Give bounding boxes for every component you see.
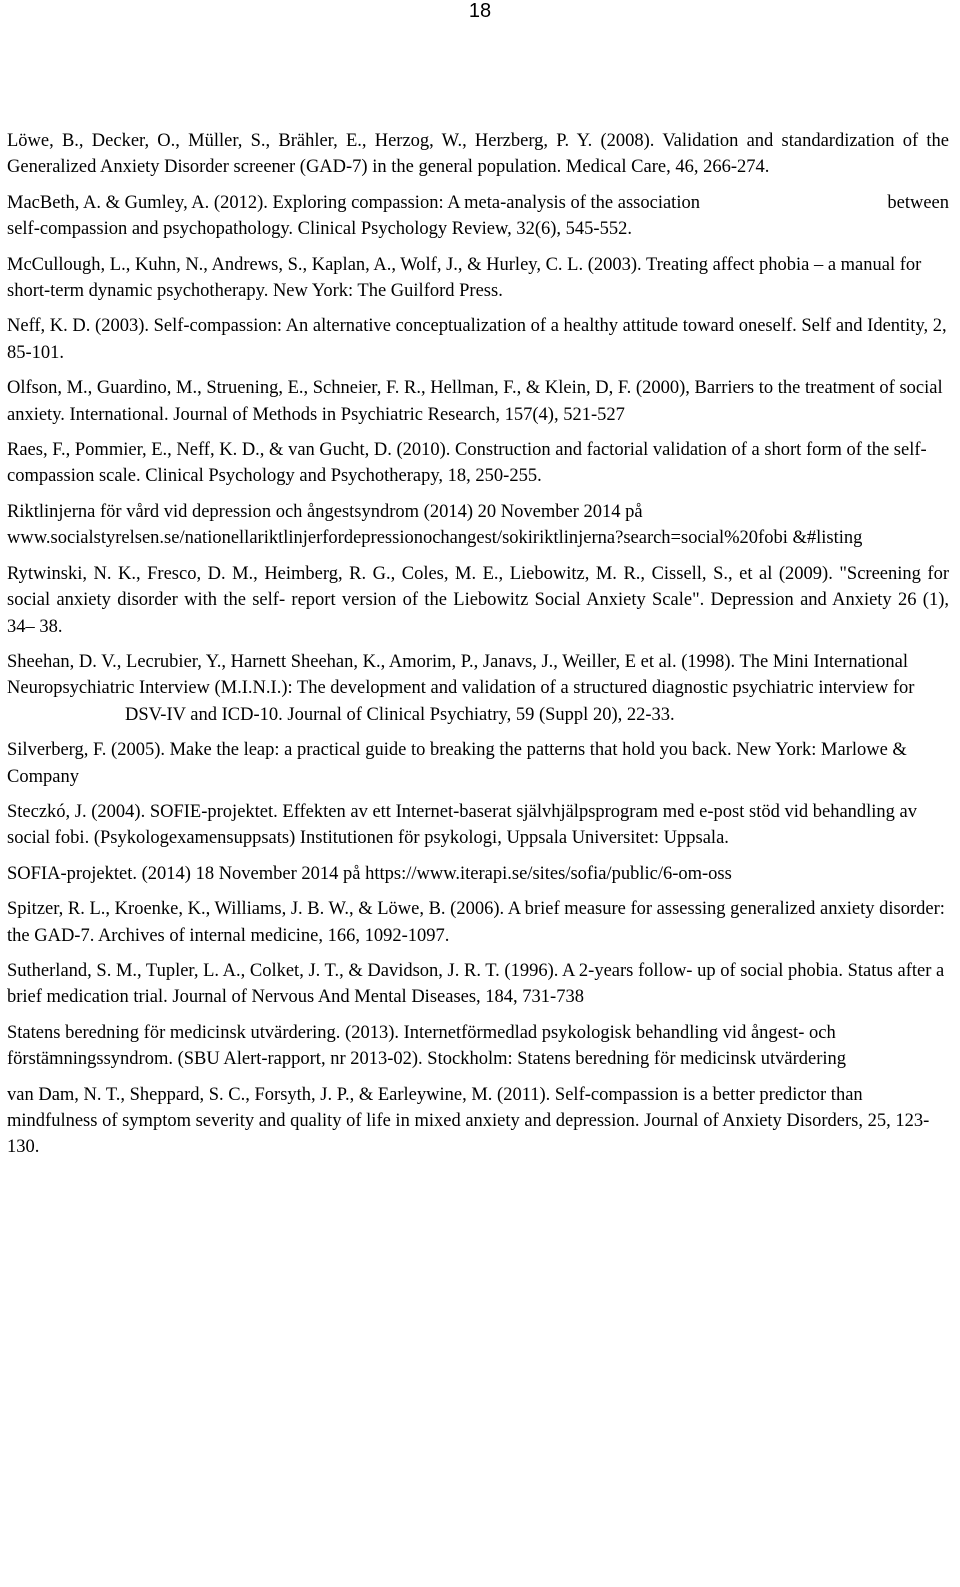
reference-entry-spitzer-2006: Spitzer, R. L., Kroenke, K., Williams, J. B. W., & Löwe, B. (2006). A brief measure for assessing generalized anxiety disorder: the GAD-7. Archives of internal medicine, 166, 1092-1097.: [7, 899, 945, 946]
reference-sheehan-part2: DSV-IV and ICD-10. Journal of Clinical Psychiatry, 59 (Suppl 20), 22-33.: [125, 704, 675, 725]
reference-entry-olfson-2000: Olfson, M., Guardino, M., Struening, E., Schneier, F. R., Hellman, F., & Klein, D, F. (2000), Barriers to the treatment of social anxiety. International. Journal of Methods in Psychiatric Research, 157(4), 521-527: [7, 378, 943, 425]
reference-entry-mccullough-2003: McCullough, L., Kuhn, N., Andrews, S., Kaplan, A., Wolf, J., & Hurley, C. L. (2003). Treating affect phobia – a manual for short-term dynamic psychotherapy. New York: The Guilford Press.: [7, 254, 922, 302]
reference-entry-sutherland-1996: Sutherland, S. M., Tupler, L. A., Colket, J. T., & Davidson, J. R. T. (1996). A 2-years follow- up of social phobia. Status after a brief medication trial. Journal of Nervous And Mental Diseases, 184, 731-738: [7, 960, 945, 1008]
reference-entry-rytwinski-2009: Rytwinski, N. K., Fresco, D. M., Heimberg, R. G., Coles, M. E., Liebowitz, M. R., Cissell, S., et al (2009). "Screening for social anxiety disorder with the self- report version of the Liebowitz Social Anxiety Scale". Depression and Anxiety 26 (1), 34– 38.: [7, 563, 949, 637]
reference-entry-raes-2010: Raes, F., Pommier, E., Neff, K. D., & van Gucht, D. (2010). Construction and factorial validation of a short form of the self-compassion scale. Clinical Psychology and Psychotherapy, 18, 250-255.: [7, 440, 927, 487]
reference-entry-riktlinjerna-2014: Riktlinjerna för vård vid depression och ångestsyndrom (2014) 20 November 2014 på www.socialstyrelsen.se/nationellariktlinjerfordepressionochangest/sokiriktlinjerna?search=social%20fobi &#listing: [7, 501, 863, 549]
reference-entry-lowe-2008: Löwe, B., Decker, O., Müller, S., Brähler, E., Herzog, W., Herzberg, P. Y. (2008). Validation and standardization of the Generalized Anxiety Disorder screener (GAD-7) in the general population. Medical Care, 46, 266-274.: [7, 131, 949, 178]
reference-entry-vandam-2011: van Dam, N. T., Sheppard, S. C., Forsyth, J. P., & Earleywine, M. (2011). Self-compassion is a better predictor than mindfulness of symptom severity and quality of life in mixed anxiety and depression. Journal of Anxiety Disorders, 25, 123-130.: [7, 1084, 930, 1158]
reference-entry-sheehan-1998: [7, 649, 949, 728]
reference-sheehan-part1: Sheehan, D. V., Lecrubier, Y., Harnett Sheehan, K., Amorim, P., Janavs, J., Weiller, E et al. (1998). The Mini International Neuropsychiatric Interview (M.I.N.I.): The development and validation of a structured diagnostic psychiatric interview for: [7, 651, 915, 699]
reference-macbeth-line1-end: between: [887, 192, 949, 213]
page-number: 18: [468, 0, 492, 22]
reference-entry-sbu-2013: Statens beredning för medicinsk utvärdering. (2013). Internetförmedlad psykologisk behandling vid ångest- och förstämningssyndrom. (SBU Alert-rapport, nr 2013-02). Stockholm: Statens beredning för medicinsk utvärdering: [7, 1022, 847, 1070]
reference-entry-silverberg-2005: Silverberg, F. (2005). Make the leap: a practical guide to breaking the patterns that hold you back. New York: Marlowe & Company: [7, 740, 907, 787]
reference-entry-sofia-2014: SOFIA-projektet. (2014) 18 November 2014 på https://www.iterapi.se/sites/sofia/public/6-om-oss: [7, 863, 732, 884]
reference-entry-neff-2003: Neff, K. D. (2003). Self-compassion: An alternative conceptualization of a healthy attitude toward oneself. Self and Identity, 2, 85-101.: [7, 316, 947, 363]
reference-entry-steczko-2004: Steczkó, J. (2004). SOFIE-projektet. Effekten av ett Internet-baserat självhjälpsprogram med e-post stöd vid behandling av social fobi. (Psykologexamensuppsats) Institutionen för psykologi, Uppsala Universitet: Uppsala.: [7, 801, 918, 849]
reference-list: [7, 128, 949, 1170]
reference-macbeth-line1: MacBeth, A. & Gumley, A. (2012). Exploring compassion: A meta-analysis of the association: [7, 192, 700, 213]
reference-macbeth-rest: self-compassion and psychopathology. Clinical Psychology Review, 32(6), 545-552.: [7, 219, 632, 240]
reference-entry-macbeth-2012: [7, 190, 949, 243]
